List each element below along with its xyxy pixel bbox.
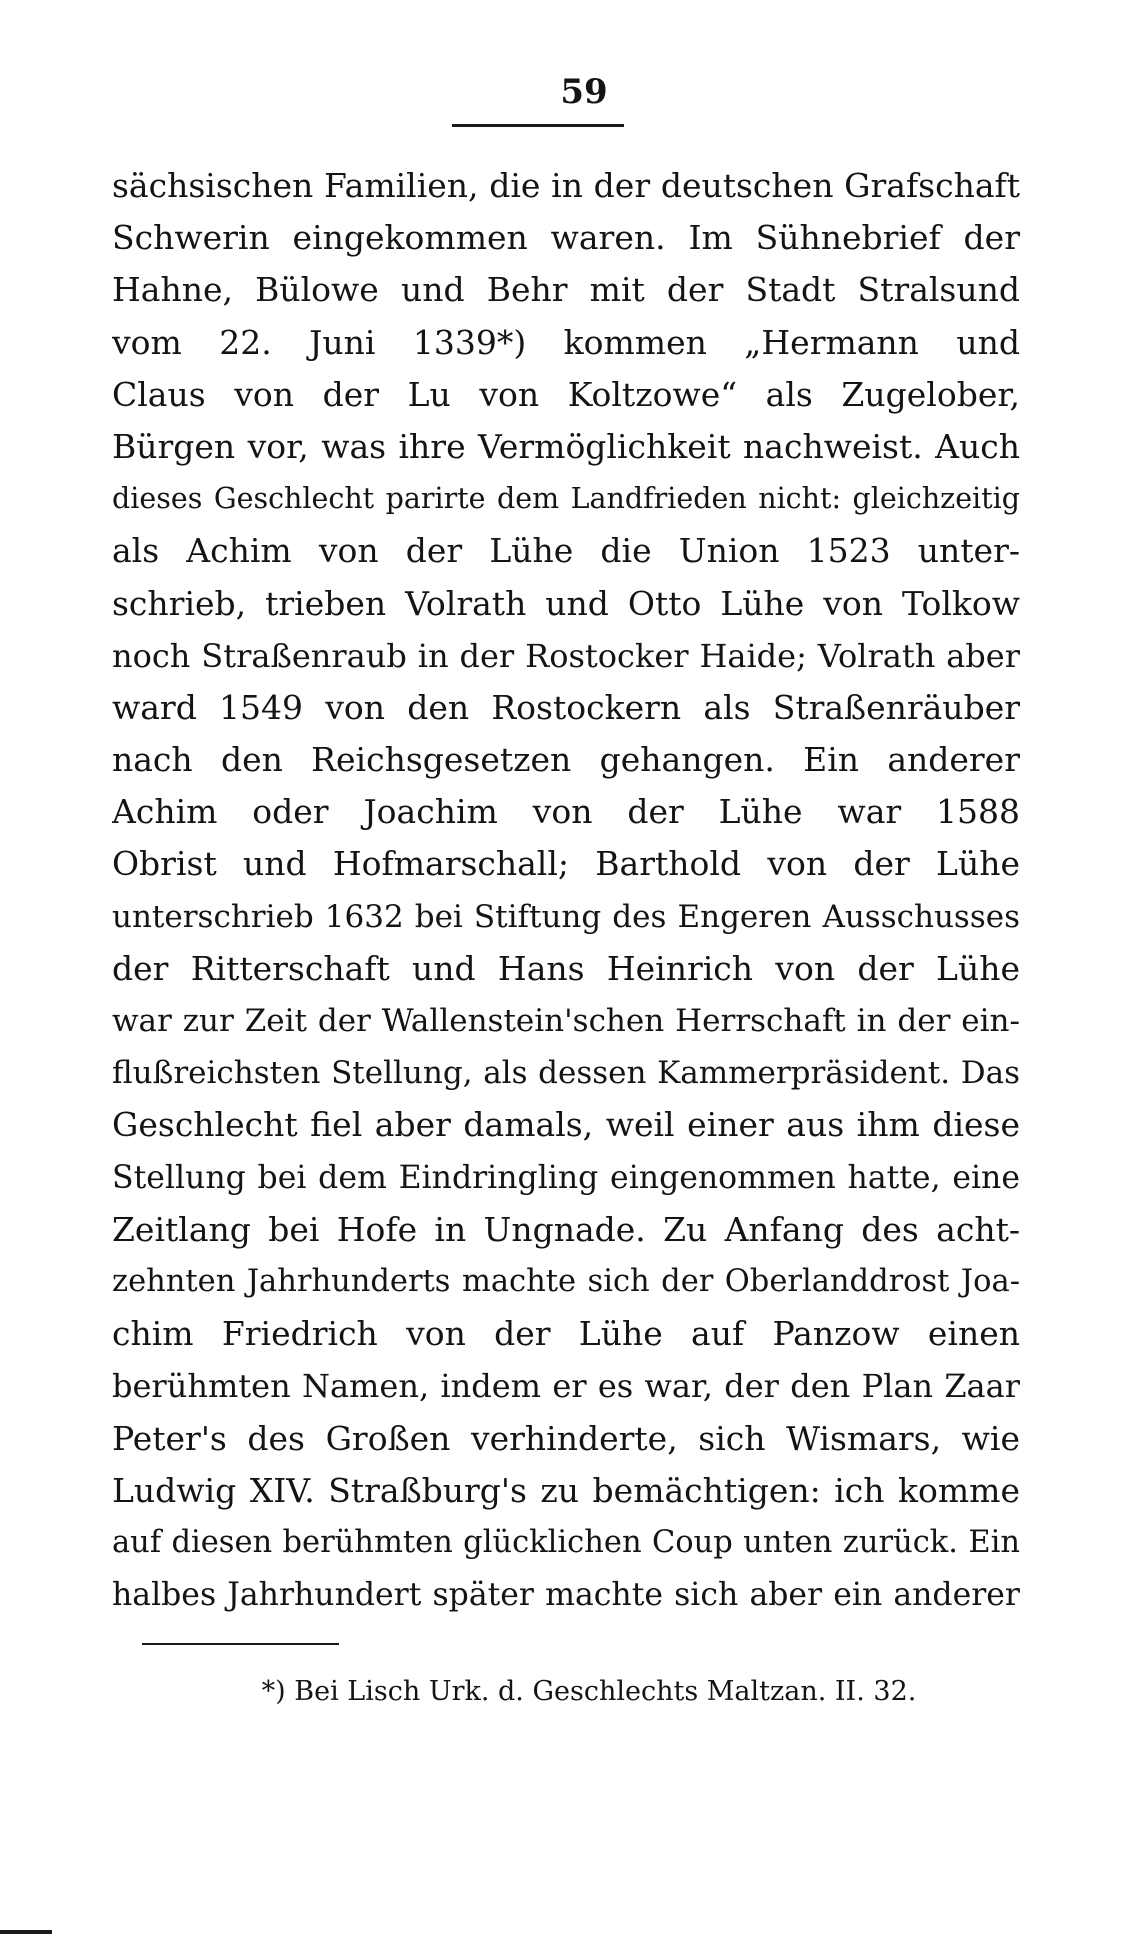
scan-edge-mark (0, 1930, 52, 1934)
header-rule (452, 124, 624, 127)
text-line: ward 1549 von den Rostockern als Straßenräuber (112, 687, 1020, 727)
text-line: halbes Jahrhundert später machte sich aber ein anderer (112, 1577, 1020, 1614)
footnote: *) Bei Lisch Urk. d. Geschlechts Maltzan. II. 32. (261, 1676, 917, 1707)
text-line: sächsischen Familien, die in der deutschen Grafschaft (112, 166, 1020, 205)
footnote-rule (142, 1643, 339, 1645)
text-line: Claus von der Lu von Koltzowe“ als Zugelober, (112, 374, 1020, 414)
text-line: vom 22. Juni 1339*) kommen „Hermann und (112, 322, 1020, 362)
text-line: flußreichsten Stellung, als dessen Kammerpräsident. Das (112, 1055, 1020, 1092)
text-line: Geschlecht fiel aber damals, weil einer aus ihm diese (112, 1105, 1020, 1145)
text-line: schrieb, trieben Volrath und Otto Lühe von Tolkow (112, 583, 1020, 623)
text-line: unterschrieb 1632 bei Stiftung des Engeren Ausschusses (112, 898, 1020, 935)
text-line: war zur Zeit der Wallenstein'schen Herrschaft in der ein- (112, 1003, 1020, 1039)
text-line: Hahne, Bülowe und Behr mit der Stadt Stralsund (112, 270, 1020, 310)
text-line: dieses Geschlecht parirte dem Landfrieden nicht: gleichzeitig (112, 482, 1020, 516)
text-line: berühmten Namen, indem er es war, der den Plan Zaar (112, 1367, 1020, 1406)
text-line: Bürgen vor, was ihre Vermöglichkeit nachweist. Auch (112, 426, 1020, 466)
text-line: noch Straßenraub in der Rostocker Haide; Volrath aber (112, 636, 1020, 675)
text-line: Zeitlang bei Hofe in Ungnade. Zu Anfang des acht- (112, 1209, 1020, 1249)
text-line: als Achim von der Lühe die Union 1523 unter- (112, 531, 1020, 571)
text-line: chim Friedrich von der Lühe auf Panzow einen (112, 1314, 1020, 1354)
text-line: Ludwig XIV. Straßburg's zu bemächtigen: ich komme (112, 1470, 1020, 1510)
text-line: Schwerin eingekommen waren. Im Sühnebrief der (112, 218, 1020, 258)
text-line: nach den Reichsgesetzen gehangen. Ein anderer (112, 740, 1020, 780)
text-line: Peter's des Großen verhinderte, sich Wismars, wie (112, 1418, 1020, 1458)
body-text (112, 160, 1020, 1621)
text-line: Achim oder Joachim von der Lühe war 1588 (112, 792, 1020, 832)
text-line: Obrist und Hofmarschall; Barthold von der Lühe (112, 844, 1020, 884)
text-line: Stellung bei dem Eindringling eingenommen hatte, eine (112, 1159, 1020, 1196)
text-line: auf diesen berühmten glücklichen Coup unten zurück. Ein (112, 1524, 1020, 1560)
text-line: der Ritterschaft und Hans Heinrich von der Lühe (112, 948, 1020, 988)
text-line: zehnten Jahrhunderts machte sich der Oberlanddrost Joa- (112, 1263, 1020, 1299)
page-number: 59 (560, 72, 608, 112)
